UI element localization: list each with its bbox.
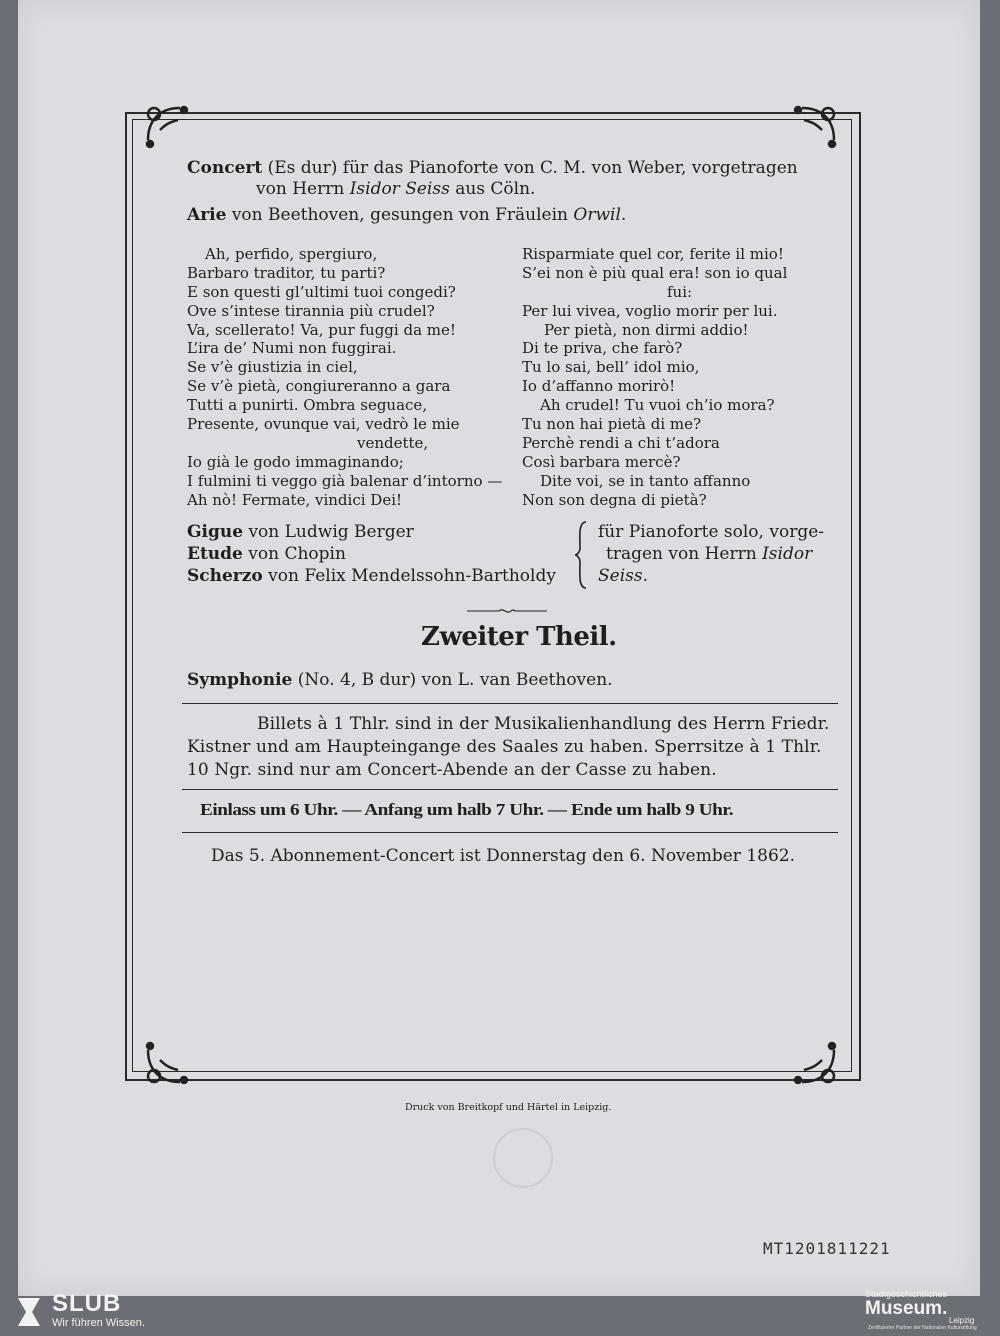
billets-line-3: 10 Ngr. sind nur am Concert-Abende an der Casse zu haben. <box>187 760 717 780</box>
concert-text: (Es dur) für das Pianoforte von C. M. von Weber, vorgetragen <box>267 158 798 178</box>
solo-performer-line-3: Seiss. <box>598 566 648 586</box>
concert-line2-pre: von Herrn <box>256 179 350 199</box>
arie-singer: Orwil <box>573 205 621 225</box>
times-line: Einlass um 6 Uhr. — Anfang um halb 7 Uhr. — Ende um halb 9 Uhr. <box>200 800 734 819</box>
rule <box>182 703 838 704</box>
concert-title: Concert <box>187 158 263 178</box>
solo-item-text: von Chopin <box>242 544 346 564</box>
arie-line <box>187 205 626 225</box>
shelfmark: MT1201811221 <box>763 1239 891 1258</box>
concert-line-2 <box>256 179 535 199</box>
lyric-line: Se v’è pietà, congiureranno a gara <box>187 377 451 396</box>
lyric-line: Io già le godo immaginando; <box>187 452 404 471</box>
lyric-line: Barbaro traditor, tu parti? <box>187 263 386 282</box>
corner-ornament-icon <box>782 1030 842 1090</box>
lyric-line: E son questi gl’ultimi tuoi congedi? <box>187 282 456 301</box>
arie-text: von Beethoven, gesungen von Fräulein <box>226 205 574 225</box>
solo-item-text: von Ludwig Berger <box>243 522 414 542</box>
solo-item-title: Gigue <box>187 522 244 542</box>
symphonie-text: (No. 4, B dur) von L. van Beethoven. <box>292 670 613 690</box>
part-two-heading: Zweiter Theil. <box>421 622 617 652</box>
lyric-line: fui: <box>667 282 693 301</box>
library-stamp-icon <box>493 1128 553 1188</box>
printer-line: Druck von Breitkopf und Härtel in Leipzig. <box>405 1102 612 1113</box>
solo-item-text: von Felix Mendelssohn-Bartholdy <box>262 566 556 586</box>
solo-performer-pre: tragen von Herrn <box>606 544 763 564</box>
lyric-line: Per lui vivea, voglio morir per lui. <box>522 301 778 320</box>
lyric-line: Così barbara mercè? <box>522 452 681 471</box>
footer-bar <box>0 1296 1000 1334</box>
museum-big: Museum. <box>865 1298 948 1319</box>
museum-city: Leipzig <box>949 1316 975 1325</box>
lyric-line: Non son degna di pietà? <box>522 490 707 509</box>
lyrics-left-column <box>187 245 502 509</box>
lyric-line: Ove s’intese tirannia più crudel? <box>187 301 435 320</box>
lyric-line: vendette, <box>357 433 429 452</box>
slub-name: SLUB <box>52 1290 122 1317</box>
lyric-line: Va, scellerato! Va, pur fuggi da me! <box>187 320 456 339</box>
arie-end: . <box>620 205 627 225</box>
lyric-line: Se v’è giustizia in ciel, <box>187 358 358 377</box>
lyric-line: Presente, ovunque vai, vedrò le mie <box>187 415 460 434</box>
billets-line-2: Kistner und am Haupteingange des Saales zu haben. Sperrsitze à 1 Thlr. <box>187 737 822 757</box>
corner-ornament-icon <box>140 100 200 160</box>
next-concert-line: Das 5. Abonnement-Concert ist Donnerstag den 6. November 1862. <box>211 846 795 866</box>
brace-icon <box>574 520 588 594</box>
rule <box>182 832 838 833</box>
solo-performer-line-1: für Pianoforte solo, vorge- <box>598 522 825 542</box>
lyric-line: Per pietà, non dirmi addio! <box>544 320 749 339</box>
rule <box>182 789 838 790</box>
lyric-line: Ah nò! Fermate, vindici Dei! <box>187 490 403 509</box>
symphonie-title: Symphonie <box>187 670 293 690</box>
billets-line-1: Billets à 1 Thlr. sind in der Musikalienhandlung des Herrn Friedr. <box>257 714 830 734</box>
museum-note: Zertifizierter Partner der Nationalen Kulturstiftung <box>868 1325 977 1331</box>
lyric-line: Perchè rendi a chi t’adora <box>522 433 720 452</box>
symphonie-line <box>187 670 613 690</box>
lyric-line: Tu non hai pietà di me? <box>522 415 702 434</box>
solo-performer-line-2 <box>606 544 812 564</box>
arie-title: Arie <box>187 205 227 225</box>
lyric-line: Ah crudel! Tu vuoi ch’io mora? <box>540 396 775 415</box>
slub-logo-icon <box>10 1292 48 1332</box>
concert-line2-post: aus Cöln. <box>449 179 536 199</box>
lyric-line: L’ira de’ Numi non fuggirai. <box>187 339 397 358</box>
solo-item <box>187 544 346 564</box>
divider-ornament-icon <box>465 600 549 619</box>
lyric-line: Ah, perfido, spergiuro, <box>205 245 378 263</box>
corner-ornament-icon <box>140 1030 200 1090</box>
lyric-line: Tu lo sai, bell’ idol mio, <box>522 358 700 377</box>
concert-performer: Isidor Seiss <box>349 179 450 199</box>
solo-item-title: Scherzo <box>187 566 263 586</box>
solo-performer-name: Isidor <box>762 544 813 564</box>
lyric-line: I fulmini ti veggo già balenar d’intorno — <box>187 471 503 490</box>
lyric-line: Risparmiate quel cor, ferite il mio! <box>522 245 784 263</box>
corner-ornament-icon <box>782 100 842 160</box>
lyric-line: Di te priva, che farò? <box>522 339 683 358</box>
solo-item <box>187 522 414 542</box>
lyric-line: Dite voi, se in tanto affanno <box>540 471 751 490</box>
solo-item <box>187 566 556 586</box>
solo-item-title: Etude <box>187 544 243 564</box>
lyric-line: S’ei non è più qual era! son io qual <box>522 263 788 282</box>
lyric-line: Tutti a punirti. Ombra seguace, <box>187 396 428 415</box>
slub-tagline: Wir führen Wissen. <box>52 1317 145 1329</box>
lyric-line: Io d’affanno morirò! <box>522 377 676 396</box>
concert-line-1 <box>187 158 798 178</box>
museum-small: Stadtgeschichtliches <box>865 1289 948 1299</box>
lyrics-right-column <box>522 245 787 509</box>
